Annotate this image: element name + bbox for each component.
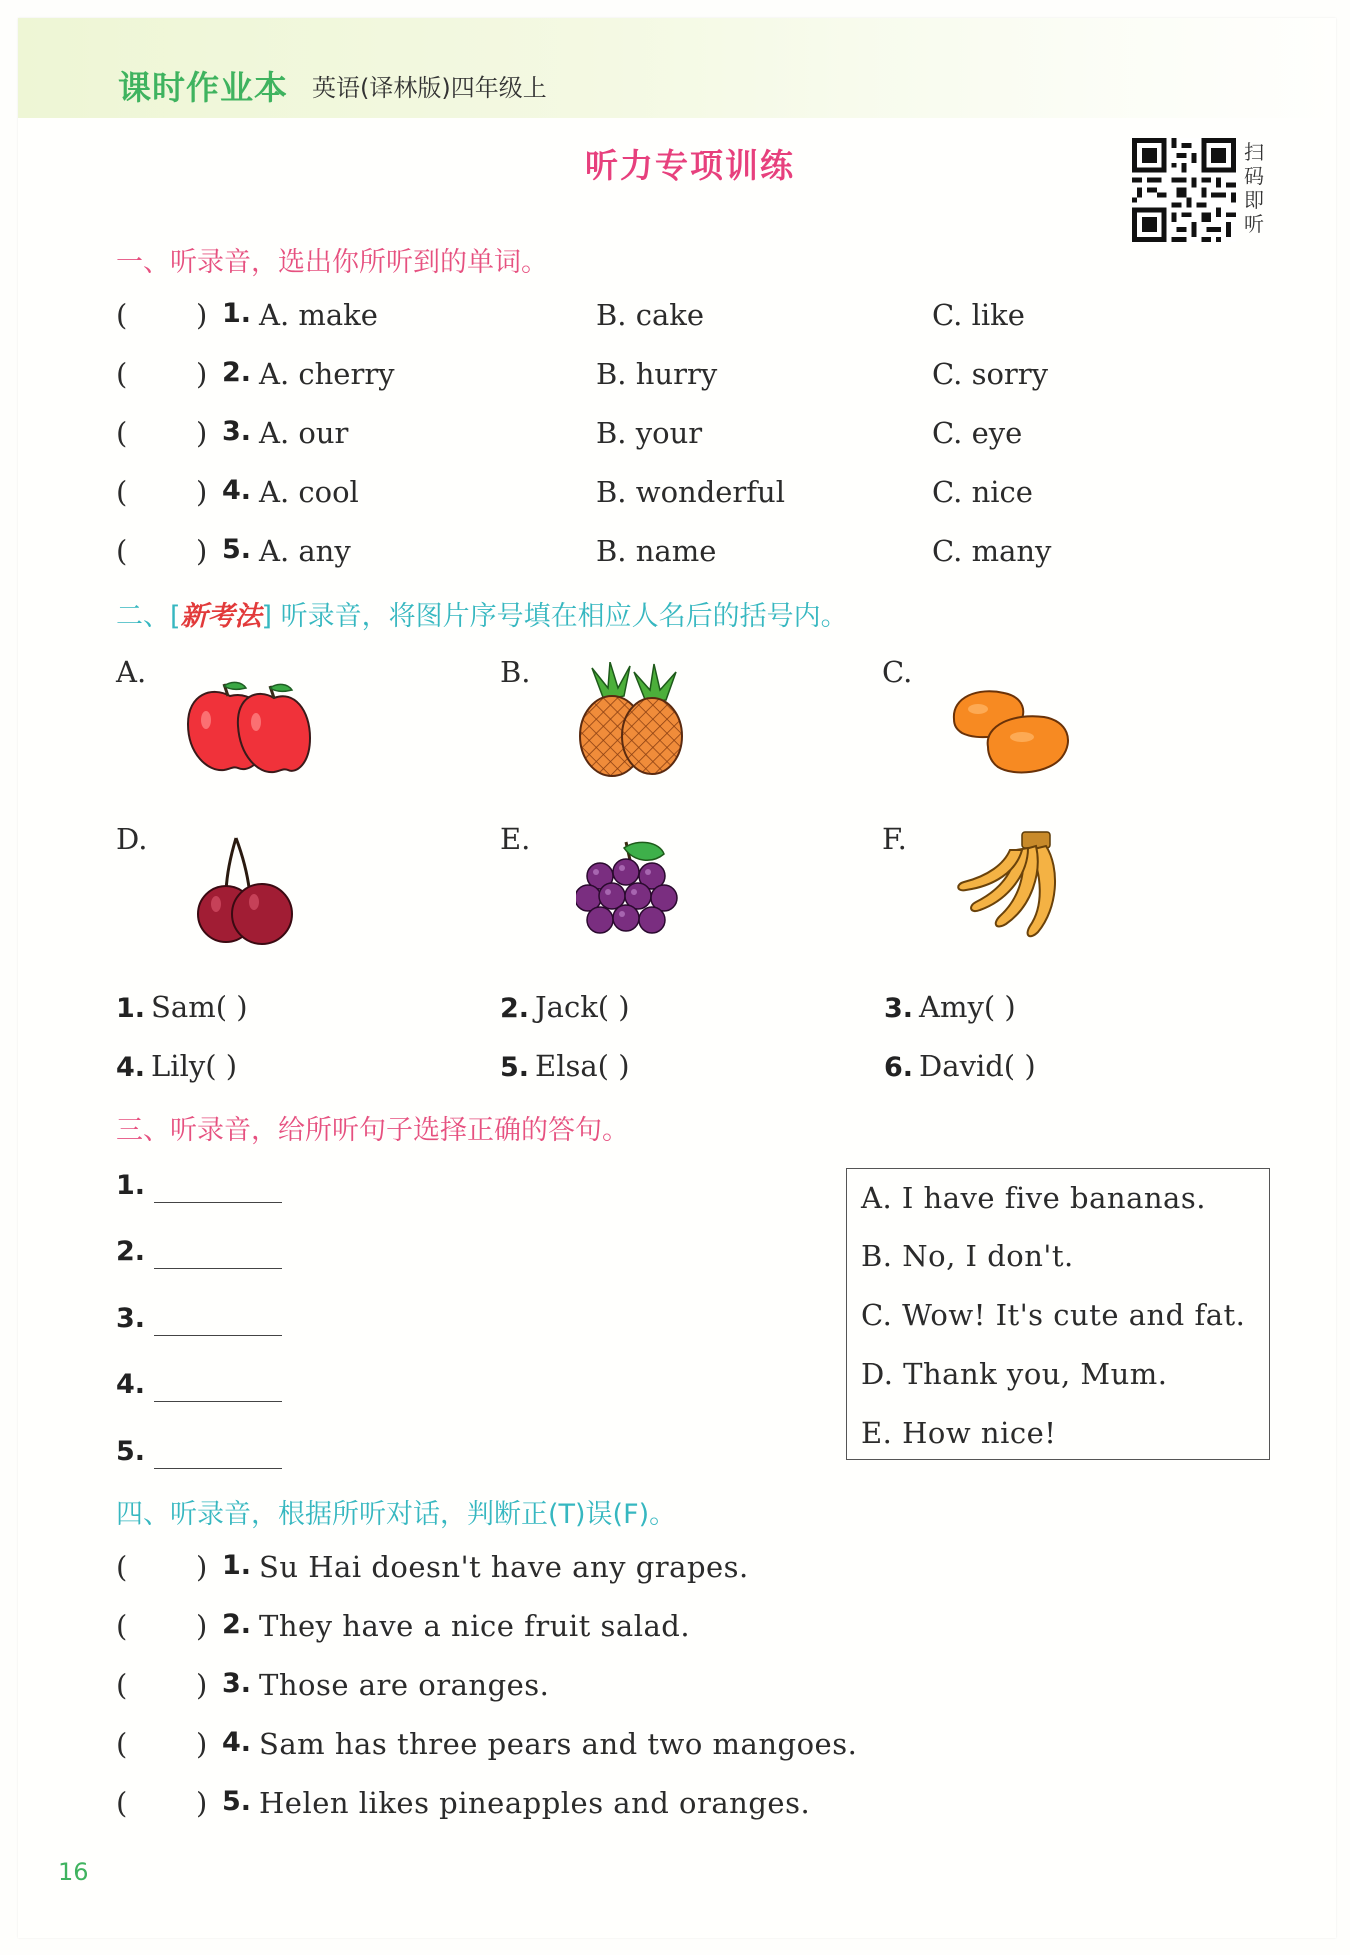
pineapples-icon: [568, 662, 686, 778]
section2-heading: [116, 594, 848, 633]
question-number: 1.: [222, 1550, 252, 1581]
answer-options-box: [846, 1168, 1270, 1460]
paren-close: ): [196, 1668, 208, 1702]
option-b: B. your: [596, 416, 703, 450]
question-number: 4.: [222, 475, 252, 506]
picture-label-e: E.: [500, 822, 531, 856]
qr-label-char: 码: [1244, 164, 1264, 188]
qr-label-char: 听: [1244, 212, 1264, 236]
answer-option-e: E. How nice!: [861, 1416, 1057, 1450]
option-c: C. nice: [932, 475, 1033, 509]
paren-close: ): [196, 298, 208, 332]
grapes-icon: [576, 838, 680, 940]
option-b: B. name: [596, 534, 717, 568]
picture-label-c: C.: [882, 655, 913, 689]
paren-close: ): [196, 1727, 208, 1761]
statement-text: Those are oranges.: [259, 1668, 550, 1702]
paren-close: ): [196, 475, 208, 509]
name-item-david: [884, 1049, 1036, 1083]
new-method-tag-text: 新考法: [180, 601, 262, 632]
name-item-amy: [884, 990, 1016, 1024]
brand-title: 课时作业本: [118, 68, 288, 107]
blank-number: 2.: [116, 1236, 146, 1267]
paren-open: (: [116, 1609, 128, 1643]
option-b: B. wonderful: [596, 475, 785, 509]
picture-label-a: A.: [116, 655, 147, 689]
name-text: Lily( ): [151, 1049, 238, 1083]
paren-close: ): [196, 357, 208, 391]
option-c: C. eye: [932, 416, 1023, 450]
page-number: 16: [58, 1858, 89, 1886]
question-number: 2.: [222, 1609, 252, 1640]
cherries-icon: [192, 834, 304, 946]
name-text: Amy( ): [919, 990, 1016, 1024]
answer-blank-3[interactable]: [116, 1303, 145, 1334]
qr-label-char: 即: [1244, 188, 1264, 212]
option-c: C. many: [932, 534, 1052, 568]
name-item-sam: [116, 990, 248, 1024]
option-a: A. cherry: [259, 357, 395, 391]
option-a: A. our: [259, 416, 349, 450]
option-a: A. any: [259, 534, 351, 568]
option-a: A. cool: [259, 475, 359, 509]
paren-open: (: [116, 1550, 128, 1584]
statement-text: Helen likes pineapples and oranges.: [259, 1786, 811, 1820]
name-number: 1.: [116, 993, 146, 1024]
section4-heading: 四、听录音，根据所听对话，判断正(T)误(F)。: [116, 1499, 677, 1530]
bananas-icon: [950, 828, 1070, 948]
name-text: David( ): [919, 1049, 1036, 1083]
blank-line[interactable]: [154, 1401, 282, 1402]
statement-text: Sam has three pears and two mangoes.: [259, 1727, 858, 1761]
name-text: Elsa( ): [535, 1049, 630, 1083]
book-subtitle: 英语(译林版)四年级上: [312, 74, 547, 102]
answer-option-d: D. Thank you, Mum.: [861, 1357, 1168, 1391]
name-number: 6.: [884, 1052, 914, 1083]
paren-close: ): [196, 534, 208, 568]
option-b: B. cake: [596, 298, 705, 332]
paren-open: (: [116, 1786, 128, 1820]
name-text: Sam( ): [151, 990, 248, 1024]
picture-label-b: B.: [500, 655, 531, 689]
paren-open: (: [116, 357, 128, 391]
option-b: B. hurry: [596, 357, 718, 391]
option-c: C. like: [932, 298, 1025, 332]
name-item-elsa: [500, 1049, 630, 1083]
blank-number: 4.: [116, 1369, 146, 1400]
statement-text: Su Hai doesn't have any grapes.: [259, 1550, 749, 1584]
heading-prefix: 二、[: [116, 601, 181, 632]
question-number: 1.: [222, 298, 252, 329]
paren-open: (: [116, 416, 128, 450]
blank-number: 5.: [116, 1436, 146, 1467]
paren-close: ): [196, 1609, 208, 1643]
new-method-tag: [181, 601, 262, 632]
section3-heading: 三、听录音，给所听句子选择正确的答句。: [116, 1115, 629, 1146]
blank-line[interactable]: [154, 1335, 282, 1336]
qr-label-char: 扫: [1244, 140, 1264, 164]
answer-blank-2[interactable]: [116, 1236, 145, 1267]
question-number: 5.: [222, 1786, 252, 1817]
option-a: A. make: [259, 298, 378, 332]
paren-open: (: [116, 1668, 128, 1702]
question-number: 3.: [222, 416, 252, 447]
blank-line[interactable]: [154, 1468, 282, 1469]
answer-option-b: B. No, I don't.: [861, 1239, 1074, 1273]
name-number: 2.: [500, 993, 530, 1024]
blank-line[interactable]: [154, 1268, 282, 1269]
answer-blank-1[interactable]: [116, 1170, 145, 1201]
paren-open: (: [116, 298, 128, 332]
name-item-jack: [500, 990, 630, 1024]
mangoes-icon: [948, 685, 1076, 777]
section1-heading: 一、听录音，选出你所听到的单词。: [116, 247, 548, 278]
name-number: 5.: [500, 1052, 530, 1083]
apples-icon: [182, 680, 314, 780]
question-number: 2.: [222, 357, 252, 388]
paren-open: (: [116, 534, 128, 568]
blank-number: 1.: [116, 1170, 146, 1201]
qr-label: [1240, 140, 1268, 236]
paren-open: (: [116, 475, 128, 509]
answer-option-c: C. Wow! It's cute and fat.: [861, 1298, 1246, 1332]
paren-open: (: [116, 1727, 128, 1761]
question-number: 3.: [222, 1668, 252, 1699]
name-number: 3.: [884, 993, 914, 1024]
blank-line[interactable]: [154, 1202, 282, 1203]
answer-blank-4[interactable]: [116, 1369, 145, 1400]
name-item-lily: [116, 1049, 237, 1083]
paren-close: ): [196, 1786, 208, 1820]
heading-rest: ] 听录音，将图片序号填在相应人名后的括号内。: [261, 601, 848, 632]
paren-close: ): [196, 1550, 208, 1584]
name-text: Jack( ): [535, 990, 630, 1024]
qr-code-icon[interactable]: [1132, 138, 1236, 242]
answer-blank-5[interactable]: [116, 1436, 145, 1467]
name-number: 4.: [116, 1052, 146, 1083]
question-number: 5.: [222, 534, 252, 565]
page-title: 听力专项训练: [585, 146, 795, 185]
question-number: 4.: [222, 1727, 252, 1758]
answer-option-a: A. I have five bananas.: [861, 1181, 1206, 1215]
picture-label-d: D.: [116, 822, 148, 856]
picture-label-f: F.: [882, 822, 907, 856]
blank-number: 3.: [116, 1303, 146, 1334]
statement-text: They have a nice fruit salad.: [259, 1609, 691, 1643]
option-c: C. sorry: [932, 357, 1049, 391]
paren-close: ): [196, 416, 208, 450]
